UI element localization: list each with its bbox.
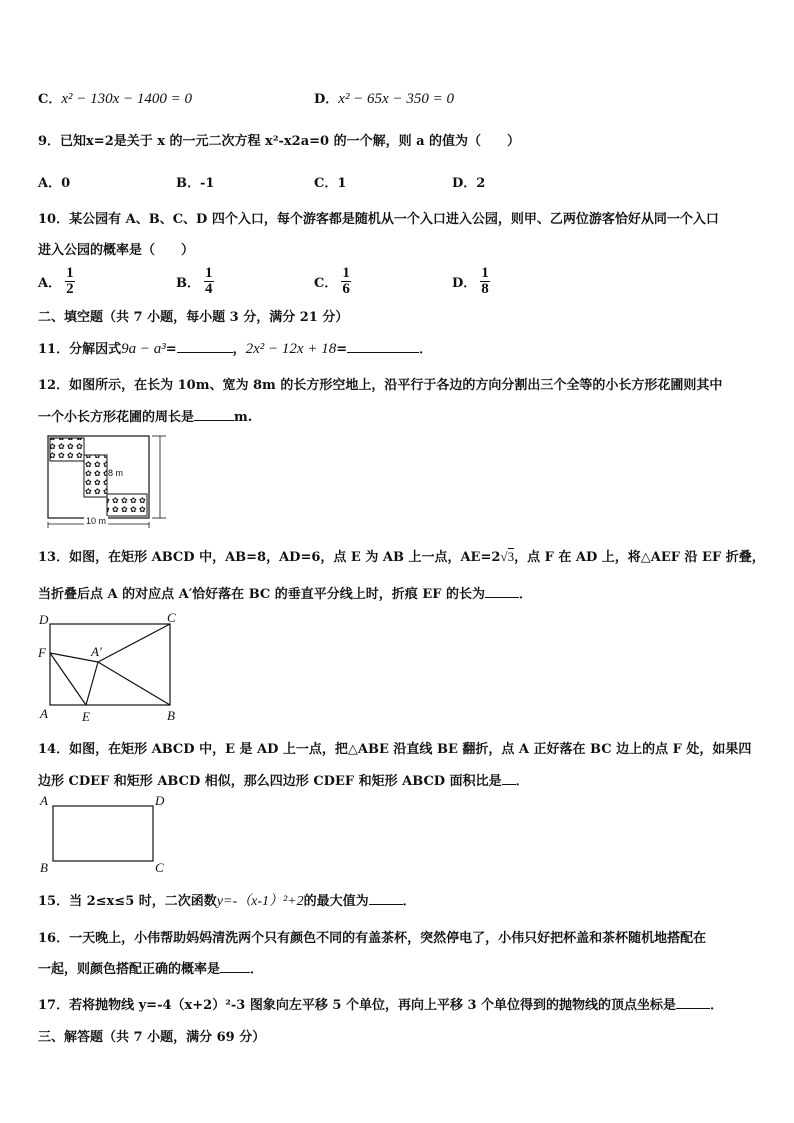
q9-option-d: D．2 bbox=[452, 176, 486, 191]
q15-blank[interactable] bbox=[369, 892, 403, 905]
q13-label-d: D bbox=[39, 612, 49, 627]
q14-blank[interactable] bbox=[502, 772, 516, 785]
sqrt-icon: √ bbox=[500, 549, 508, 564]
q10-option-d-fraction: $\frac{1}{8}$ bbox=[481, 265, 489, 297]
q13-line1: 13．如图，在矩形 ABCD 中，AB=8，AD=6，点 E 为 AB 上一点，AE=2√3，点 F 在 AD 上，将△AEF 沿 EF 折叠， bbox=[38, 549, 765, 565]
q10-option-d: D． $\frac{1}{8}$ bbox=[452, 265, 489, 297]
q8-option-d: D．x² − 65x − 350 = 0 bbox=[314, 91, 454, 107]
q9-option-b: B．-1 bbox=[176, 176, 215, 191]
q13-root-value: 3 bbox=[507, 549, 515, 564]
q14-label-a: A bbox=[40, 793, 48, 808]
q14-label-b: B bbox=[40, 860, 48, 875]
q14-line2: 边形 CDEF 和矩形 ABCD 相似，那么四边形 CDEF 和矩形 ABCD 面积比是 ． bbox=[38, 774, 529, 789]
q12-line1: 12．如图所示，在长为 10m、宽为 8m 的长方形空地上，沿平行于各边的方向分割出三个全等的小长方形花圃则其中 bbox=[38, 378, 723, 393]
section-2-title: 二、填空题（共 7 小题，每小题 3 分，满分 21 分） bbox=[38, 310, 349, 325]
q15-line: 15．当 2≤x≤5 时，二次函数y=-（x-1）²+2的最大值为 ． bbox=[38, 894, 416, 909]
q15-function: y=-（x-1）²+2 bbox=[216, 894, 304, 909]
q13-crease-ef bbox=[50, 653, 86, 705]
q10-option-b: B． $\frac{1}{4}$ bbox=[176, 265, 213, 297]
q8-option-c-equation: x² − 130x − 1400 = 0 bbox=[61, 91, 193, 107]
q13-label-a-prime: A′ bbox=[91, 644, 102, 659]
q10-option-b-fraction: $\frac{1}{4}$ bbox=[205, 265, 213, 297]
q17-line: 17．若将抛物线 y=-4（x+2）²-3 图象向左平移 5 个单位，再向上平移 3 个单位得到的抛物线的顶点坐标是 ． bbox=[38, 998, 724, 1013]
q16-line1: 16．一天晚上，小伟帮助妈妈清洗两个只有颜色不同的有盖茶杯，突然停电了，小伟只好把杯盖和茶杯随机地搭配在 bbox=[38, 931, 707, 946]
q13-label-c: C bbox=[167, 610, 176, 625]
q12-blank[interactable] bbox=[194, 408, 234, 421]
q10-option-c: C． $\frac{1}{6}$ bbox=[314, 265, 350, 297]
q14-line1: 14．如图，在矩形 ABCD 中，E 是 AD 上一点，把△ABE 沿直线 BE 翻折，点 A 正好落在 BC 边上的点 F 处，如果四 bbox=[38, 742, 752, 757]
q9-option-c: C．1 bbox=[314, 176, 347, 191]
q14-label-c: C bbox=[155, 860, 164, 875]
q16-blank[interactable] bbox=[220, 960, 250, 973]
q10-stem-line2: 进入公园的概率是（ ） bbox=[38, 243, 195, 258]
q10-option-c-fraction: $\frac{1}{6}$ bbox=[342, 265, 350, 297]
q11-expr2: 2x² − 12x + 18 bbox=[245, 341, 337, 357]
q10-stem-line1: 10．某公园有 A、B、C、D 四个入口，每个游客都是随机从一个入口进入公园，则甲、乙两位游客恰好从同一个入口 bbox=[38, 212, 719, 227]
q16-line2: 一起，则颜色搭配正确的概率是 ． bbox=[38, 962, 264, 977]
q13-rectangle-abcd bbox=[50, 624, 170, 705]
q11-blank-2[interactable] bbox=[347, 340, 419, 353]
q13-label-b: B bbox=[167, 708, 175, 723]
q14-rectangle-abcd bbox=[53, 806, 153, 861]
q8-option-c: C．x² − 130x − 1400 = 0 bbox=[38, 91, 193, 107]
q12-flowerbed-2 bbox=[84, 455, 107, 497]
q12-flowerbed-1 bbox=[50, 438, 84, 461]
q13-label-e: E bbox=[82, 709, 90, 724]
q11-expr1: 9a − a³ bbox=[121, 341, 166, 357]
q11-blank-1[interactable] bbox=[177, 340, 233, 353]
q11-line: 11．分解因式9a − a³= ，2x² − 12x + 18= ． bbox=[38, 341, 433, 357]
q13-segment-a1c bbox=[98, 624, 170, 662]
q13-segment-a1b bbox=[98, 662, 170, 705]
q13-blank[interactable] bbox=[485, 585, 519, 598]
q12-width-label: 10 m bbox=[86, 516, 107, 526]
q13-line2: 当折叠后点 A 的对应点 A′恰好落在 BC 的垂直平分线上时，折痕 EF 的长为 ． bbox=[38, 587, 533, 602]
q12-figure bbox=[40, 432, 180, 532]
q8-option-d-equation: x² − 65x − 350 = 0 bbox=[338, 91, 454, 107]
section-3-title: 三、解答题（共 7 小题，满分 69 分） bbox=[38, 1030, 266, 1045]
q12-flowerbed-3 bbox=[107, 494, 147, 516]
q13-label-f: F bbox=[38, 645, 46, 660]
q13-folded-triangle bbox=[50, 653, 98, 705]
q12-height-label: 8 m bbox=[108, 468, 124, 478]
q10-option-a: A． $\frac{1}{2}$ bbox=[38, 265, 74, 297]
q13-label-a: A bbox=[40, 706, 48, 721]
q9-option-a: A．0 bbox=[38, 176, 71, 191]
q17-blank[interactable] bbox=[676, 996, 710, 1009]
q14-label-d: D bbox=[155, 793, 165, 808]
q10-option-a-fraction: $\frac{1}{2}$ bbox=[66, 265, 74, 297]
q12-line2: 一个小长方形花圃的周长是 m. bbox=[38, 410, 253, 425]
q9-stem: 9．已知x=2是关于 x 的一元二次方程 x²-x2a=0 的一个解，则 a 的值为（ ） bbox=[38, 134, 521, 149]
